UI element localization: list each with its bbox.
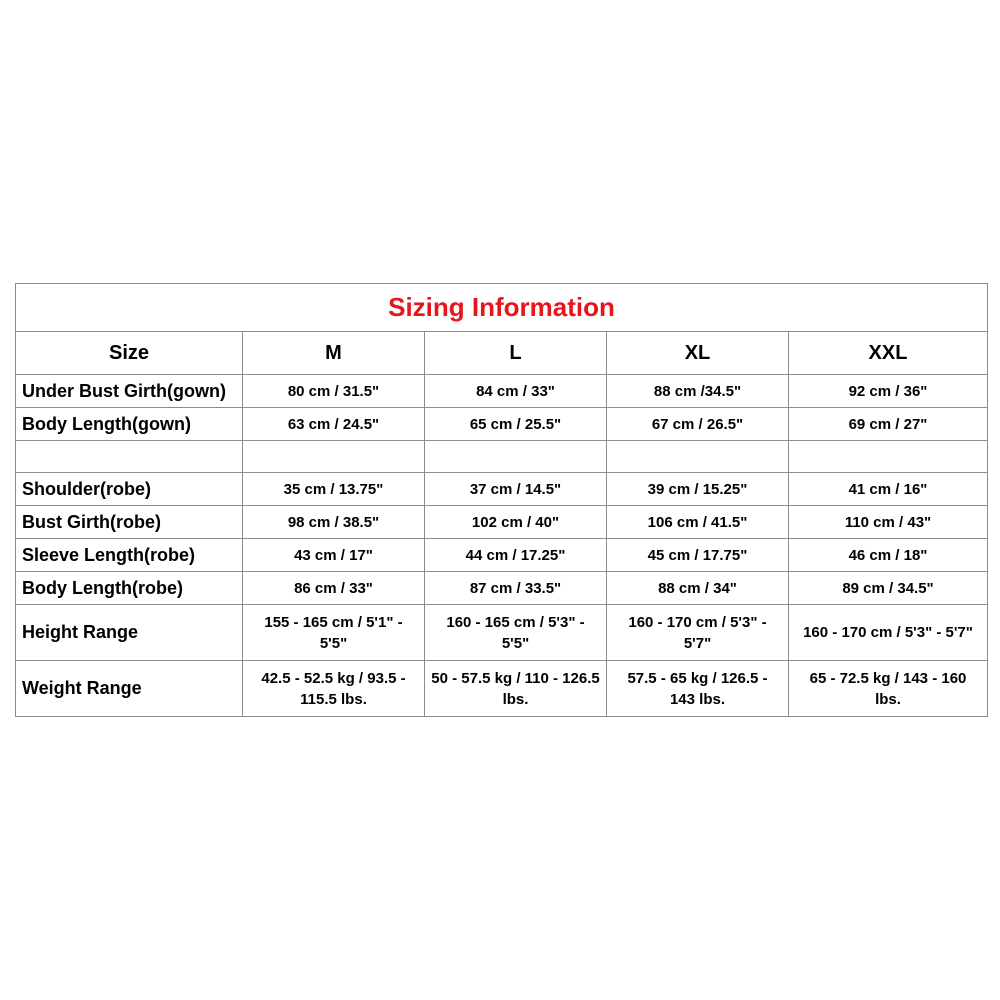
row-label: Weight Range	[16, 661, 243, 717]
table-row	[16, 605, 988, 661]
table-row	[16, 506, 988, 539]
row-value: 65 - 72.5 kg / 143 - 160 lbs.	[789, 661, 988, 717]
row-value: 35 cm / 13.75"	[243, 473, 425, 506]
row-value	[607, 441, 789, 473]
row-label: Body Length(robe)	[16, 572, 243, 605]
row-value: 65 cm / 25.5"	[425, 408, 607, 441]
row-value: 155 - 165 cm / 5'1" - 5'5"	[243, 605, 425, 661]
row-value: 63 cm / 24.5"	[243, 408, 425, 441]
row-label: Under Bust Girth(gown)	[16, 375, 243, 408]
header-size-m: M	[243, 332, 425, 375]
row-value: 41 cm / 16"	[789, 473, 988, 506]
row-value: 87 cm / 33.5"	[425, 572, 607, 605]
table-row	[16, 473, 988, 506]
row-value: 86 cm / 33"	[243, 572, 425, 605]
row-value: 98 cm / 38.5"	[243, 506, 425, 539]
row-value: 57.5 - 65 kg / 126.5 - 143 lbs.	[607, 661, 789, 717]
header-size-xl: XL	[607, 332, 789, 375]
table-row	[16, 661, 988, 717]
row-value	[243, 441, 425, 473]
row-value: 37 cm / 14.5"	[425, 473, 607, 506]
row-value: 42.5 - 52.5 kg / 93.5 - 115.5 lbs.	[243, 661, 425, 717]
header-row	[16, 332, 988, 375]
row-label: Body Length(gown)	[16, 408, 243, 441]
row-value: 39 cm / 15.25"	[607, 473, 789, 506]
row-value: 160 - 170 cm / 5'3" - 5'7"	[607, 605, 789, 661]
row-value: 44 cm / 17.25"	[425, 539, 607, 572]
header-size-l: L	[425, 332, 607, 375]
row-label	[16, 441, 243, 473]
table-row	[16, 572, 988, 605]
row-label: Bust Girth(robe)	[16, 506, 243, 539]
header-size-xxl: XXL	[789, 332, 988, 375]
table-row-empty	[16, 441, 988, 473]
row-value: 88 cm /34.5"	[607, 375, 789, 408]
row-value: 67 cm / 26.5"	[607, 408, 789, 441]
row-value: 160 - 170 cm / 5'3" - 5'7"	[789, 605, 988, 661]
row-value: 43 cm / 17"	[243, 539, 425, 572]
row-value: 110 cm / 43"	[789, 506, 988, 539]
row-label: Sleeve Length(robe)	[16, 539, 243, 572]
row-value: 88 cm / 34"	[607, 572, 789, 605]
row-value	[789, 441, 988, 473]
sizing-table	[15, 283, 988, 717]
row-value: 45 cm / 17.75"	[607, 539, 789, 572]
row-value: 46 cm / 18"	[789, 539, 988, 572]
row-label: Shoulder(robe)	[16, 473, 243, 506]
row-value: 84 cm / 33"	[425, 375, 607, 408]
row-value: 106 cm / 41.5"	[607, 506, 789, 539]
table-title: Sizing Information	[16, 284, 988, 332]
row-value: 102 cm / 40"	[425, 506, 607, 539]
header-size-label: Size	[16, 332, 243, 375]
row-value: 92 cm / 36"	[789, 375, 988, 408]
row-value	[425, 441, 607, 473]
table-row	[16, 408, 988, 441]
row-value: 50 - 57.5 kg / 110 - 126.5 lbs.	[425, 661, 607, 717]
row-value: 80 cm / 31.5"	[243, 375, 425, 408]
row-value: 160 - 165 cm / 5'3" - 5'5"	[425, 605, 607, 661]
row-label: Height Range	[16, 605, 243, 661]
table-row	[16, 539, 988, 572]
row-value: 69 cm / 27"	[789, 408, 988, 441]
table-row	[16, 375, 988, 408]
row-value: 89 cm / 34.5"	[789, 572, 988, 605]
title-row	[16, 284, 988, 332]
